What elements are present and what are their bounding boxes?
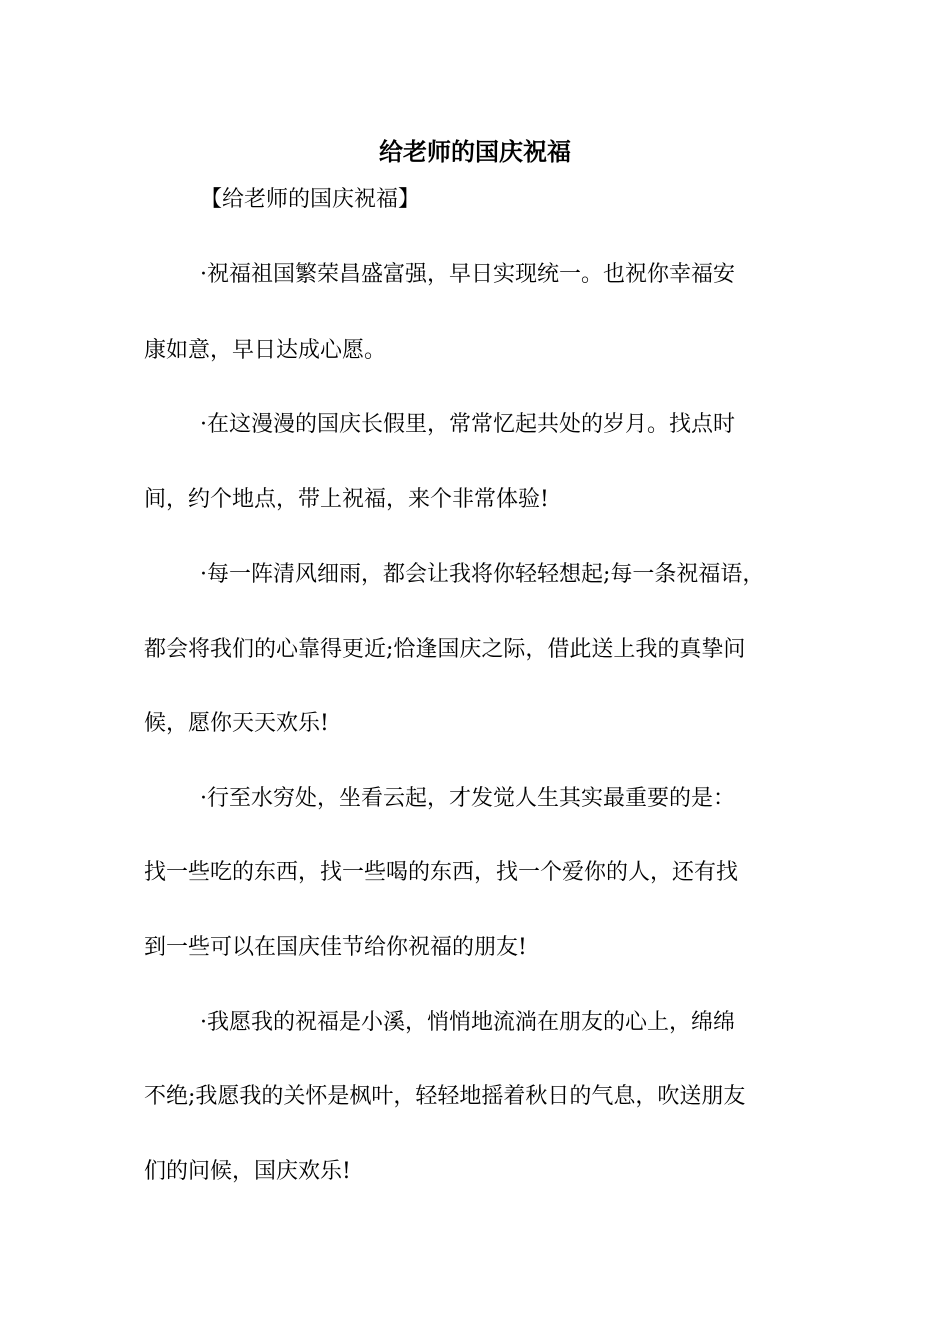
paragraph-3-line-3: 候，愿你天天欢乐!: [144, 711, 329, 736]
document-subtitle: 【给老师的国庆祝福】: [200, 187, 421, 212]
paragraph-5-line-3: 们的问候，国庆欢乐!: [144, 1159, 351, 1184]
paragraph-1-line-1: ·祝福祖国繁荣昌盛富强，早日实现统一。也祝你幸福安: [200, 262, 735, 287]
paragraph-3-line-1: ·每一阵清风细雨，都会让我将你轻轻想起;每一条祝福语，: [200, 562, 765, 587]
paragraph-4-line-1: ·行至水穷处，坐看云起，才发觉人生其实最重要的是：: [200, 786, 735, 811]
paragraph-5-line-1: ·我愿我的祝福是小溪，悄悄地流淌在朋友的心上，绵绵: [200, 1010, 735, 1035]
paragraph-2-line-2: 间，约个地点，带上祝福，来个非常体验!: [144, 487, 549, 512]
paragraph-3-line-2: 都会将我们的心靠得更近;恰逢国庆之际，借此送上我的真挚问: [144, 637, 746, 662]
paragraph-2-line-1: ·在这漫漫的国庆长假里，常常忆起共处的岁月。找点时: [200, 412, 735, 437]
document-title: 给老师的国庆祝福: [379, 137, 571, 166]
paragraph-1-line-2: 康如意，早日达成心愿。: [144, 338, 387, 363]
paragraph-5-line-2: 不绝;我愿我的关怀是枫叶，轻轻地摇着秋日的气息，吹送朋友: [144, 1084, 746, 1109]
paragraph-4-line-3: 到一些可以在国庆佳节给你祝福的朋友!: [144, 935, 527, 960]
paragraph-4-line-2: 找一些吃的东西，找一些喝的东西，找一个爱你的人，还有找: [144, 860, 739, 885]
